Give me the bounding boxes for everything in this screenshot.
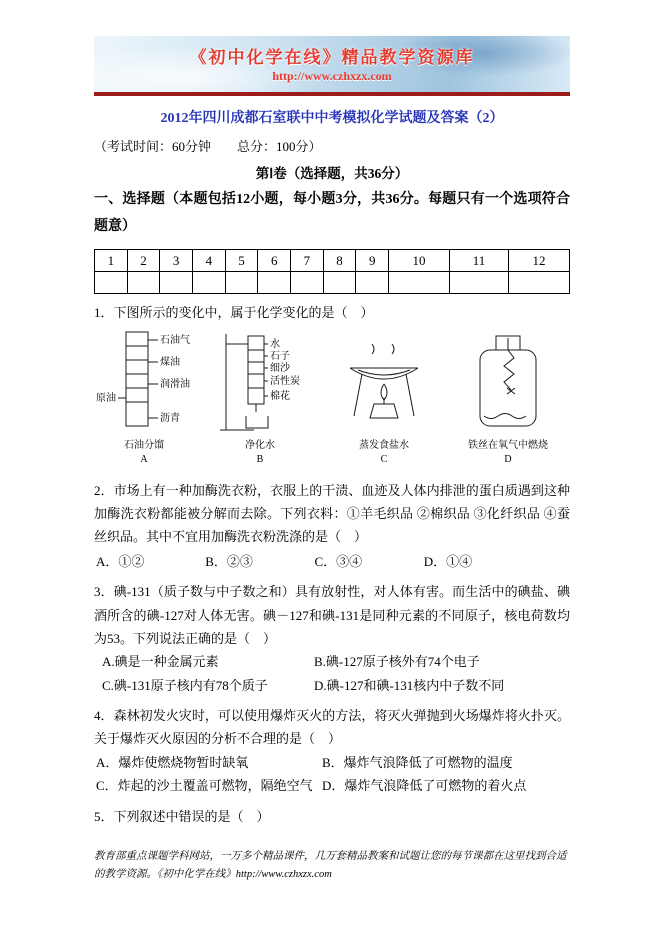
figure-a-letter: A [140,453,148,465]
banner-title: 《初中化学在线》精品教学资源库 [189,48,475,67]
answer-number: 1 [95,250,128,272]
q3-option-d: D.碘-127和碘-131核内中子数不同 [314,677,505,693]
answer-cell[interactable] [193,272,226,294]
filter-layer-label: 细沙 [270,362,290,374]
answer-cell[interactable] [127,272,160,294]
answer-cell[interactable] [160,272,193,294]
iron-combustion-apparatus [468,336,548,465]
answer-cell[interactable] [291,272,324,294]
evaporation-apparatus [350,344,418,465]
answer-cell[interactable] [225,272,258,294]
question-4: 4．森林初发火灾时，可以使用爆炸灭火的方法，将灭火弹抛到火场爆炸将火扑灭。关于爆炸灭火原因的分析不合理的是（ ） [94,708,570,747]
q4-option-b: B．爆炸气浪降低了可燃物的温度 [322,754,513,770]
figure-c-caption: 蒸发食盐水 [359,439,409,451]
answer-number: 4 [193,250,226,272]
figure-b-caption: 净化水 [245,439,275,451]
q3-option-a: A.碘是一种金属元素 [102,654,219,670]
question-3: 3．碘-131（质子数与中子数之和）具有放射性，对人体有害。而生活中的碘盐、碘酒所含的碘-127对人体无害。碘－127和碘-131是同种元素的不同原子，核电荷数均为53。下列说法正确的是（ ） [94,584,570,646]
figure-b-letter: B [256,453,264,465]
filter-layer-label: 水 [270,338,280,350]
figure-d-caption: 铁丝在氧气中燃烧 [468,439,548,451]
q4-option-d: D．爆炸气浪降低了可燃物的着火点 [322,778,527,794]
distillation-output-label: 石油气 [160,334,190,346]
distillation-output-label: 润滑油 [160,378,190,390]
answer-number: 6 [258,250,291,272]
section-instruction: 一、选择题（本题包括12小题，每小题3分，共36分。每题只有一个选项符合题意） [94,192,570,234]
footer-url-link[interactable]: http://www.czhxzx.com [235,868,332,880]
answer-number: 10 [389,250,450,272]
filter-layer-label: 活性炭 [270,375,300,387]
q2-options [94,550,570,573]
q2-option-d: D．①④ [423,553,473,569]
answer-number: 11 [450,250,509,272]
q4-option-a: A．爆炸使燃烧物暂时缺氧 [96,754,249,770]
q2-option-a: A．①② [96,553,145,569]
distillation-apparatus [96,332,190,465]
q2-option-b: B．②③ [205,553,253,569]
q4-option-c: C．炸起的沙土覆盖可燃物，隔绝空气 [96,778,313,794]
answer-number: 3 [160,250,193,272]
footer-note [94,848,570,884]
answer-number: 2 [127,250,160,272]
document-page [94,36,570,884]
distillation-output-label: 煤油 [160,356,180,368]
question-1: 1．下图所示的变化中，属于化学变化的是（ ） [94,305,374,321]
answer-cell[interactable] [323,272,356,294]
answer-table [94,249,570,294]
filtration-apparatus [220,334,300,465]
answer-number: 5 [225,250,258,272]
banner-url-link[interactable]: http://www.czhxzx.com [272,69,392,83]
filter-layer-label: 石子 [270,350,290,362]
figure-a-caption: 石油分馏 [124,439,164,451]
q3-option-b: B.碘-127原子核外有74个电子 [314,654,480,670]
q3-option-c: C.碘-131原子核内有78个质子 [102,677,268,693]
banner-divider [94,92,570,96]
question1-figure [94,328,570,472]
answer-cell[interactable] [356,272,389,294]
answer-table-blank-row [95,272,570,294]
answer-cell[interactable] [508,272,569,294]
distillation-output-label: 沥青 [160,412,180,424]
q3-options [94,650,570,697]
doc-title: 2012年四川成都石室联中中考模拟化学试题及答案（2） [160,111,504,126]
figure-c-letter: C [380,453,388,465]
answer-cell[interactable] [95,272,128,294]
answer-table-number-row [95,250,570,272]
q4-options [94,751,570,798]
footer-text: 教育部重点课题学科网站，一万多个精品课件，几万套精品教案和试题让您的每节课都在这里找到合适的教学资源。《初中化学在线》 [94,851,567,880]
exam-info: （考试时间：60分钟 总分：100分） [94,139,322,154]
figure-d-letter: D [504,453,512,465]
answer-cell[interactable] [389,272,450,294]
answer-number: 8 [323,250,356,272]
answer-number: 7 [291,250,324,272]
filter-layer-label: 棉花 [270,390,290,402]
question-5: 5．下列叙述中错误的是（ ） [94,808,270,824]
site-banner [94,36,570,92]
question-2: 2．市场上有一种加酶洗衣粉，衣服上的干渍、血迹及人体内排泄的蛋白质遇到这种加酶洗衣粉都能被分解而去除。下列衣料：①羊毛织品 ②棉织品 ③化纤织品 ④蚕丝织品。其中不宜用加酶洗衣粉洗涤的是（ ） [94,482,570,545]
distillation-feed-label: 原油 [96,392,116,404]
answer-cell[interactable] [258,272,291,294]
answer-number: 12 [508,250,569,272]
q2-option-c: C．③④ [314,553,363,569]
answer-number: 9 [356,250,389,272]
answer-cell[interactable] [450,272,509,294]
volume-title: 第Ⅰ卷（选择题，共36分） [255,166,409,181]
